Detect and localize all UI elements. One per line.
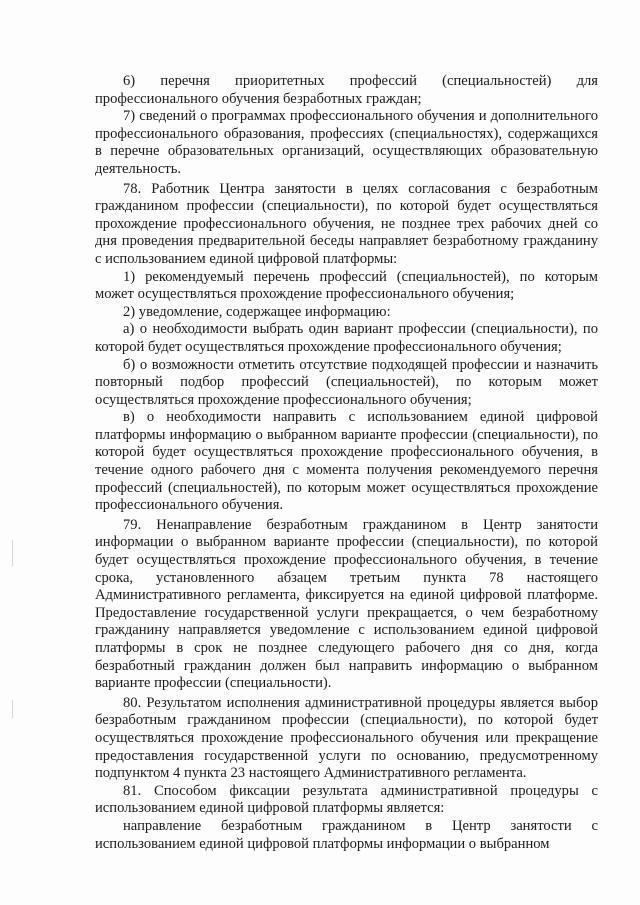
list-item-6: 6) перечня приоритетных профессий (специальностей) для профессионального обучения безработных граждан; <box>95 73 598 107</box>
scan-artifact <box>12 540 13 566</box>
clause-78: 78. Работник Центра занятости в целях согласования с безработным гражданином профессии (специальности), по которой будет осуществляться прохождение профессионального обучения, не позднее трех рабочих дней со дня проведения предварительной беседы направляет безработному гражданину с использованием единой цифровой платформы: <box>95 180 598 267</box>
clause-80: 80. Результатом исполнения административной процедуры является выбор безработным гражданином профессии (специальности), по которой будет осуществляться прохождение профессионального обучения или прекращение предоставления государственной услуги по основанию, предусмотренному подпунктом 4 пункта 23 настоящего Административного регламента. <box>95 694 598 782</box>
clause-81-text: направление безработным гражданином в Центр занятости с использованием единой цифровой платформы информации о выбранном <box>95 817 598 852</box>
clause-78-item-2b: б) о возможности отметить отсутствие подходящей профессии и назначить повторный подбор профессий (специальностей), по которым может осуществляться прохождение профессионального обучения; <box>95 356 598 408</box>
document-body <box>95 73 598 853</box>
scan-artifact <box>12 700 13 718</box>
list-item-7: 7) сведений о программах профессионального обучения и дополнительного профессионального образования, профессиях (специальностях), содержащихся в перечне образовательных организаций, осуществляющих образовательную деятельность. <box>95 108 598 177</box>
clause-78-item-1: 1) рекомендуемый перечень профессий (специальностей), по которым может осуществляться прохождение профессионального обучения; <box>95 268 598 303</box>
clause-78-item-2a: а) о необходимости выбрать один вариант профессии (специальности), по которой будет осуществляться прохождение профессионального обучения; <box>95 321 598 355</box>
clause-78-item-2: 2) уведомление, содержащее информацию: <box>123 303 391 320</box>
clause-79: 79. Ненаправление безработным гражданином в Центр занятости информации о выбранном варианте профессии (специальности), по которой будет осуществляться прохождение профессионального обучения, в течение срока, установленного абзацем третьим пункта 78 настоящего Административного регламента, фиксируется на единой цифровой платформе. Предоставление государственной услуги прекращается, о чем безработному гражданину направляется уведомление с использованием единой цифровой платформы в срок не позднее следующего рабочего дня со дня, когда безработный гражданин должен был направить информацию о выбранном варианте профессии (специальности). <box>95 516 598 692</box>
clause-81: 81. Способом фиксации результата административной процедуры с использованием единой цифровой платформы является: <box>95 782 598 817</box>
clause-78-item-2c: в) о необходимости направить с использованием единой цифровой платформы информацию о выбранном варианте профессии (специальности), по которой будет осуществляться прохождение профессионального обучения, в течение одного рабочего дня с момента получения рекомендуемого перечня профессий (специальностей), по которым может осуществляться прохождение профессионального обучения. <box>95 409 598 514</box>
